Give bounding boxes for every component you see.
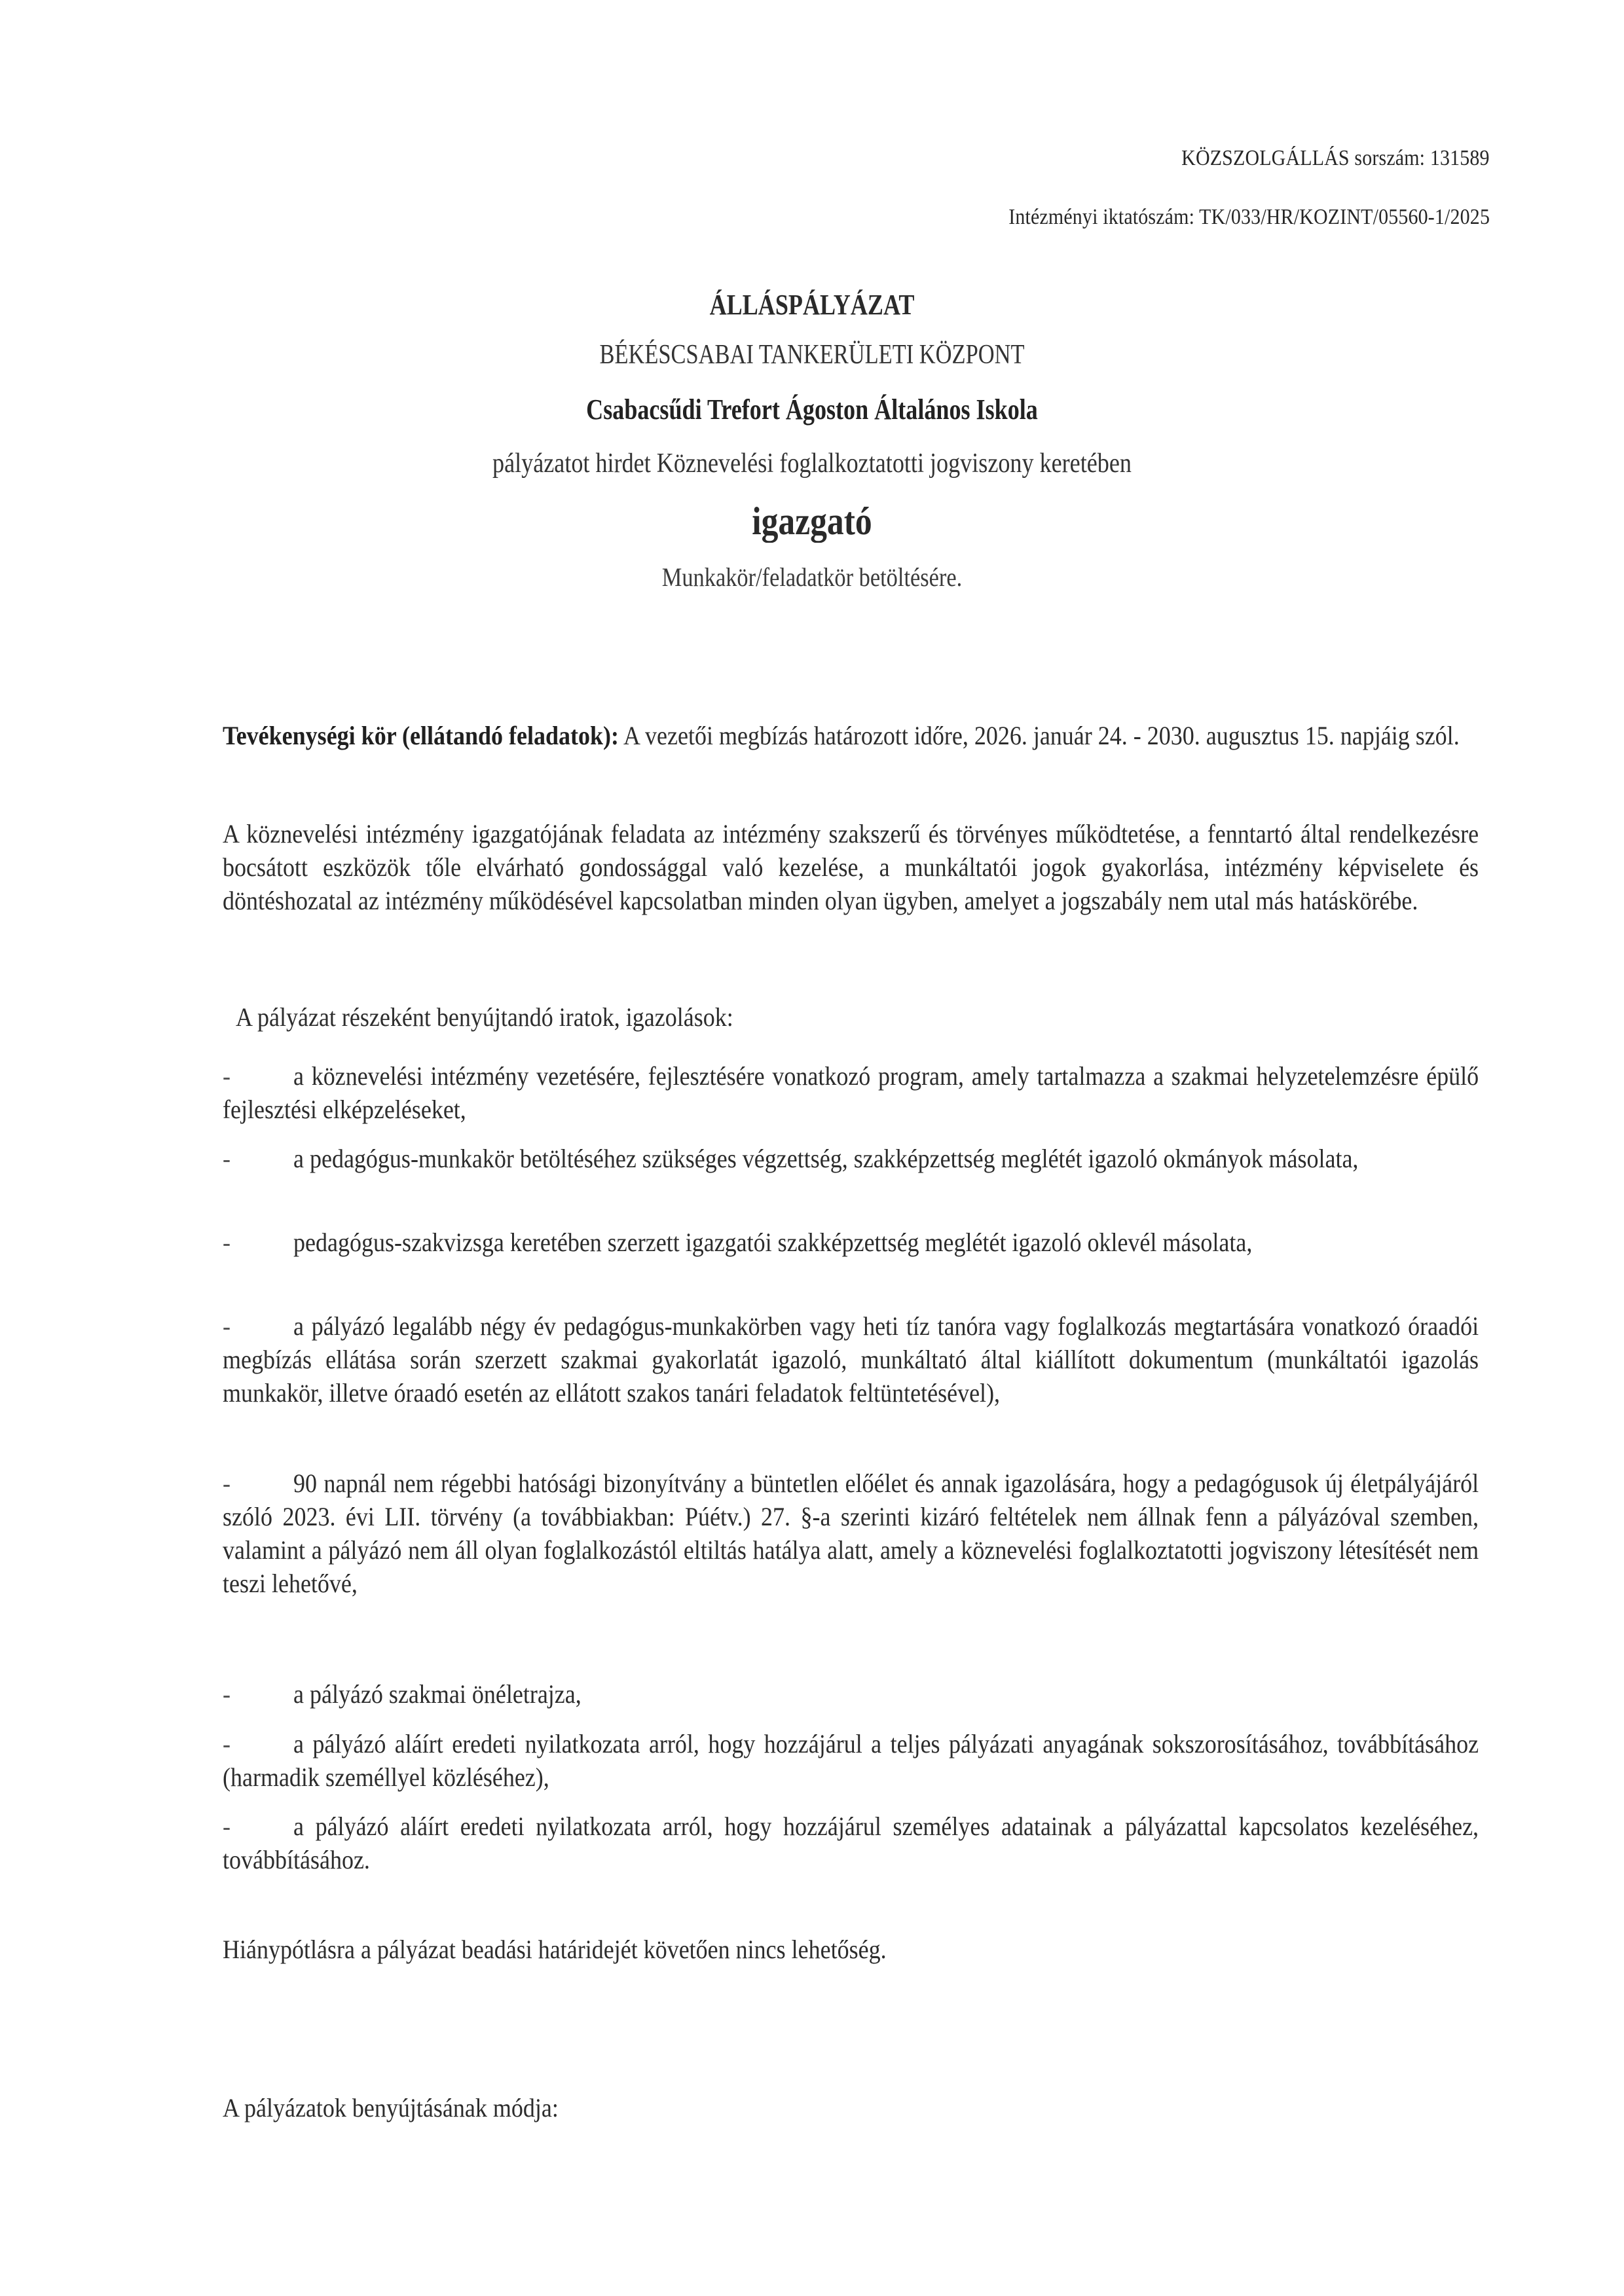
registration-number: Intézményi iktatószám: TK/033/HR/KOZINT/05560-1/2025	[1008, 205, 1490, 229]
activity-label: Tevékenységi kör (ellátandó feladatok):	[223, 721, 619, 750]
document-list-item	[223, 1727, 1480, 1794]
no-supplement-note	[223, 1933, 1480, 1966]
organization-name: BÉKÉSCSABAI TANKERÜLETI KÖZPONT	[599, 340, 1025, 370]
bullet-dash: -	[223, 1311, 231, 1341]
list-item-text: a pályázó aláírt eredeti nyilatkozata arról, hogy hozzájárul személyes adatainak a pályázattal kapcsolatos kezeléséhez, továbbításához.	[223, 1812, 1479, 1874]
documents-heading-text: A pályázat részeként benyújtandó iratok, igazolások:	[236, 1002, 733, 1032]
duties-text: A köznevelési intézmény igazgatójának feladata az intézmény szakszerű és törvényes működtetése, a fenntartó által rendelkezésre bocsátott eszközök tőle elvárható gondossággal való kezelése, a munkáltatói jogok gyakorlása, intézmény képviselete és döntéshozatal az intézmény működésével kapcsolatban minden olyan ügyben, amelyet a jogszabály nem utal más hatáskörébe.	[223, 819, 1479, 915]
list-item-text: a köznevelési intézmény vezetésére, fejlesztésére vonatkozó program, amely tartalmazza a szakmai helyzetelemzésre épülő fejlesztési elképzeléseket,	[223, 1061, 1479, 1124]
document-list-item	[223, 1059, 1480, 1126]
serial-number: KÖZSZOLGÁLLÁS sorszám: 131589	[1181, 146, 1490, 170]
bullet-dash: -	[223, 1468, 231, 1498]
no-supplement-text: Hiánypótlásra a pályázat beadási határidejét követően nincs lehetőség.	[223, 1935, 887, 1964]
document-list-item	[223, 1677, 1480, 1711]
document-list-item	[223, 1810, 1480, 1876]
bullet-dash: -	[223, 1812, 231, 1841]
submission-heading	[223, 2091, 1480, 2124]
list-item-text: a pedagógus-munkakör betöltéséhez szükséges végzettség, szakképzettség meglétét igazoló okmányok másolata,	[293, 1144, 1359, 1173]
list-item-text: a pályázó szakmai önéletrajza,	[293, 1679, 581, 1709]
position-title: igazgató	[752, 500, 872, 543]
school-name: Csabacsűdi Trefort Ágoston Általános Iskola	[586, 393, 1038, 426]
bullet-dash: -	[223, 1729, 231, 1758]
announcement-line: pályázatot hirdet Köznevelési foglalkoztatotti jogviszony keretében	[492, 448, 1132, 479]
list-item-text: a pályázó legalább négy év pedagógus-munkakörben vagy heti tíz tanóra vagy foglalkozás megtartására vonatkozó óraadói megbízás ellátása során szerzett szakmai gyakorlatát igazoló, munkáltató által kiállított dokumentum (munkáltatói igazolás munkakör, illetve óraadó esetén az ellátott szakos tanári feladatok feltüntetésével),	[223, 1311, 1479, 1408]
bullet-dash: -	[223, 1144, 231, 1173]
document-title: ÁLLÁSPÁLYÁZAT	[709, 289, 915, 321]
documents-heading	[236, 1000, 1493, 1034]
list-item-text: 90 napnál nem régebbi hatósági bizonyítvány a büntetlen előélet és annak igazolására, hogy a pedagógusok új életpályájáról szóló 2023. évi LII. törvény (a továbbiakban: Púétv.) 27. §-a szerinti kizáró feltételek nem állnak fenn a pályázóval szemben, valamint a pályázó nem áll olyan foglalkozástól eltiltás hatálya alatt, amely a köznevelési foglalkoztatotti jogviszony létesítését nem teszi lehetővé,	[223, 1468, 1479, 1598]
submission-heading-text: A pályázatok benyújtásának módja:	[223, 2093, 559, 2123]
duties-paragraph	[223, 817, 1480, 917]
list-item-text: pedagógus-szakvizsga keretében szerzett igazgatói szakképzettség meglétét igazoló oklevél másolata,	[293, 1228, 1253, 1257]
bullet-dash: -	[223, 1061, 231, 1091]
activity-text: A vezetői megbízás határozott időre, 2026. január 24. - 2030. augusztus 15. napjáig szól.	[619, 721, 1460, 750]
fill-purpose: Munkakör/feladatkör betöltésére.	[661, 562, 963, 592]
bullet-dash: -	[223, 1679, 231, 1709]
document-list-item	[223, 1467, 1480, 1600]
document-list-item	[223, 1142, 1480, 1175]
document-list-item	[223, 1226, 1480, 1259]
list-item-text: a pályázó aláírt eredeti nyilatkozata arról, hogy hozzájárul a teljes pályázati anyagának sokszorosításához, továbbításához (harmadik személlyel közléséhez),	[223, 1729, 1479, 1792]
bullet-dash: -	[223, 1228, 231, 1257]
document-list-item	[223, 1309, 1480, 1410]
activity-section	[223, 719, 1480, 752]
